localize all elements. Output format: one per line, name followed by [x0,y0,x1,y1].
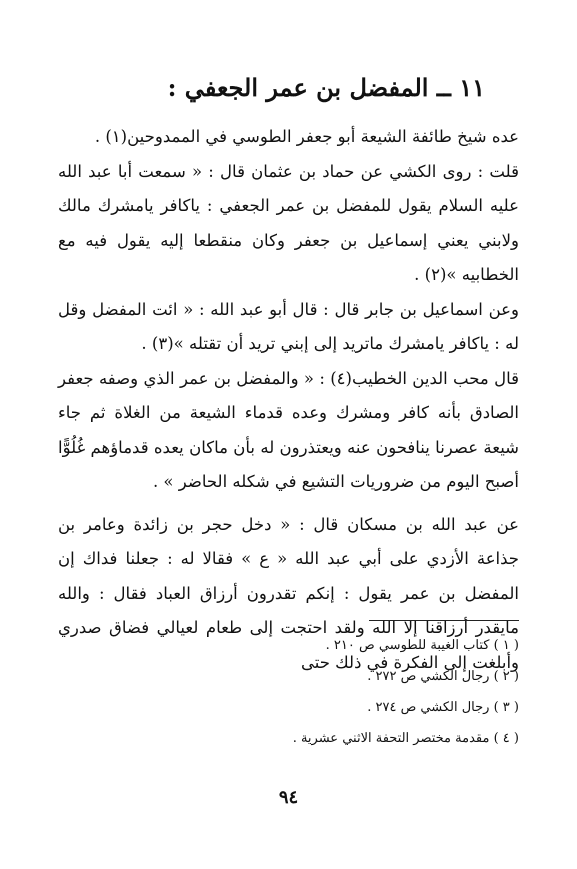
footnote-divider [369,620,519,621]
footnote: ( ٢ ) رجال الكشي ص ٢٧٢ . [367,669,519,684]
footnote: ( ٤ ) مقدمة مختصر التحفة الاثني عشرية . [292,731,519,746]
footnote: ( ١ ) كتاب الغيبة للطوسي ص ٢١٠ . [325,638,519,653]
footnotes [150,630,519,754]
footnote: ( ٣ ) رجال الكشي ص ٢٧٤ . [367,700,519,715]
paragraph: عده شيخ طائفة الشيعة أبو جعفر الطوسي في الممدوحين(١) . [94,127,519,146]
body-text [58,120,519,680]
section-heading: ١١ ــ المفضل بن عمر الجعفي : [167,73,485,102]
paragraph: وعن اسماعيل بن جابر قال : قال أبو عبد الله : « ائت المفضل وقل له : ياكافر يامشرك ماتريد إلى إبني تريد أن تقتله »(٣) . [58,299,519,353]
paragraph: قال محب الدين الخطيب(٤) : « والمفضل بن عمر الذي وصفه جعفر الصادق بأنه كافر ومشرك وعده قدماء الشيعة من الغلاة ثم جاء شيعة عصرنا ينافحون عنه ويعتذرون له بأن ماكان يعده قدماؤهم غُلُوًّا أصبح اليوم من ضروريات التشيع في شكله الحاضر » . [58,368,519,491]
page-number: ٩٤ [278,787,299,808]
paragraph: قلت : روى الكشي عن حماد بن عثمان قال : « سمعت أبا عبد الله عليه السلام يقول للمفضل بن عمر الجعفي : ياكافر يامشرك مالك ولابني يعني إسماعيل بن جعفر وكان منقطعا إليه يقول فيه مع الخطابيه »(٢) . [58,161,519,284]
paragraph: عن عبد الله بن مسكان قال : « دخل حجر بن زائدة وعامر بن جذاعة الأزدي على أبي عبد الله « ع » فقالا له : جعلنا فداك إن المفضل بن عمر يقول : إنكم تقدرون أرزاق العباد فقال : والله مايقدر أرزاقنا إلا الله ولقد احتجت إلى طعام لعيالي فضاق صدري وأبلغت إلى الفكرة في ذلك حتى [58,514,519,672]
